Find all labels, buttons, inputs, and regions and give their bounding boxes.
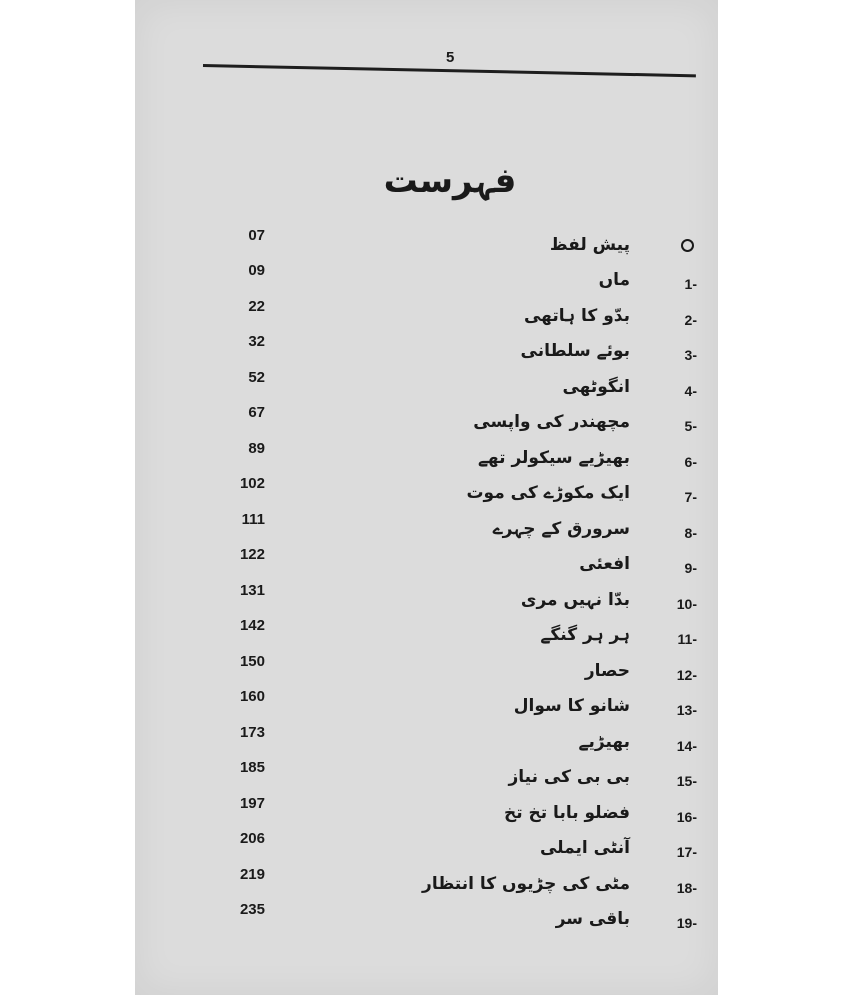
toc-entry — [135, 829, 718, 859]
toc-entry — [135, 368, 718, 398]
toc-title: مٹی کی چڑیوں کا انتظار — [422, 874, 630, 894]
toc-number: 19- — [676, 915, 697, 931]
toc-number: 5- — [684, 418, 697, 434]
toc-entry — [135, 865, 718, 895]
toc-page-ref: 32 — [248, 333, 265, 350]
toc-number: 9- — [684, 560, 697, 576]
toc-number: 8- — [684, 525, 697, 541]
toc-title: ہر ہر گنگے — [540, 625, 630, 645]
toc-page-ref: 131 — [239, 582, 265, 599]
toc-page-ref: 67 — [248, 404, 265, 421]
toc-entry — [135, 474, 718, 504]
toc-number: 12- — [676, 667, 697, 683]
toc-page-ref: 219 — [239, 866, 265, 883]
toc-page-ref: 22 — [248, 298, 265, 315]
toc-title: بدّا نہیں مری — [520, 590, 630, 610]
toc-entry — [135, 261, 718, 291]
toc-page-ref: 07 — [248, 227, 265, 244]
toc-entry — [135, 403, 718, 433]
toc-entry — [135, 723, 718, 753]
toc-number: 7- — [684, 489, 697, 505]
toc-number: 10- — [676, 596, 697, 612]
circle-bullet-icon — [681, 239, 694, 252]
toc-title: فضلو بابا تخ تخ — [503, 803, 630, 823]
toc-number: 2- — [684, 312, 697, 328]
toc-entry — [135, 510, 718, 540]
toc-number: 11- — [677, 631, 697, 647]
toc-page-ref: 142 — [239, 617, 265, 634]
toc-entry — [135, 758, 718, 788]
toc-page-ref: 185 — [239, 759, 265, 776]
table-of-contents — [135, 0, 718, 995]
toc-title: آنٹی ایملی — [539, 838, 630, 858]
toc-page-ref: 122 — [239, 546, 265, 563]
toc-title: مچھندر کی واپسی — [473, 412, 630, 432]
toc-page-ref: 89 — [248, 440, 265, 457]
toc-title: پیش لفظ — [549, 235, 630, 255]
toc-title: بھیڑیے — [578, 732, 630, 752]
toc-title: باقی سر — [555, 909, 630, 929]
toc-number: 1- — [684, 276, 697, 292]
toc-entry-preface — [135, 226, 718, 256]
toc-title: بوئے سلطانی — [520, 341, 630, 361]
toc-entry — [135, 297, 718, 327]
toc-page-ref: 197 — [239, 795, 265, 812]
toc-entry — [135, 794, 718, 824]
toc-page-ref: 235 — [239, 901, 265, 918]
toc-number: 3- — [684, 347, 697, 363]
toc-page-ref: 09 — [248, 262, 265, 279]
toc-title: حصار — [584, 661, 630, 681]
page-title: فہرست — [383, 161, 517, 201]
book-page — [135, 0, 718, 995]
toc-page-ref: 160 — [239, 688, 265, 705]
toc-title: ماں — [598, 270, 630, 290]
toc-number: 17- — [676, 844, 697, 860]
toc-entry — [135, 616, 718, 646]
toc-title: شانو کا سوال — [513, 696, 630, 716]
toc-number: 13- — [676, 702, 697, 718]
toc-title: ایک مکوڑے کی موت — [466, 483, 630, 503]
toc-number: 15- — [676, 773, 697, 789]
toc-page-ref: 173 — [239, 724, 265, 741]
toc-title: سرورق کے چہرے — [492, 519, 630, 539]
toc-entry — [135, 652, 718, 682]
toc-entry — [135, 332, 718, 362]
toc-number: 16- — [676, 809, 697, 825]
toc-title: بھیڑیے سیکولر تھے — [477, 448, 630, 468]
toc-page-ref: 111 — [241, 511, 265, 528]
toc-entry — [135, 545, 718, 575]
toc-title: بی بی کی نیاز — [508, 767, 630, 787]
toc-page-ref: 150 — [239, 653, 265, 670]
toc-entry — [135, 581, 718, 611]
toc-entry — [135, 439, 718, 469]
toc-entry — [135, 900, 718, 930]
toc-title: افعئی — [579, 554, 630, 574]
toc-page-ref: 206 — [239, 830, 265, 847]
toc-number: 6- — [684, 454, 697, 470]
toc-title: بدّو کا ہاتھی — [523, 306, 630, 326]
toc-page-ref: 102 — [239, 475, 265, 492]
toc-number: 18- — [676, 880, 697, 896]
toc-number: 14- — [676, 738, 697, 754]
toc-title: انگوٹھی — [562, 377, 630, 397]
toc-number: 4- — [684, 383, 697, 399]
toc-entry — [135, 687, 718, 717]
page-number: 5 — [446, 49, 455, 66]
toc-page-ref: 52 — [248, 369, 265, 386]
